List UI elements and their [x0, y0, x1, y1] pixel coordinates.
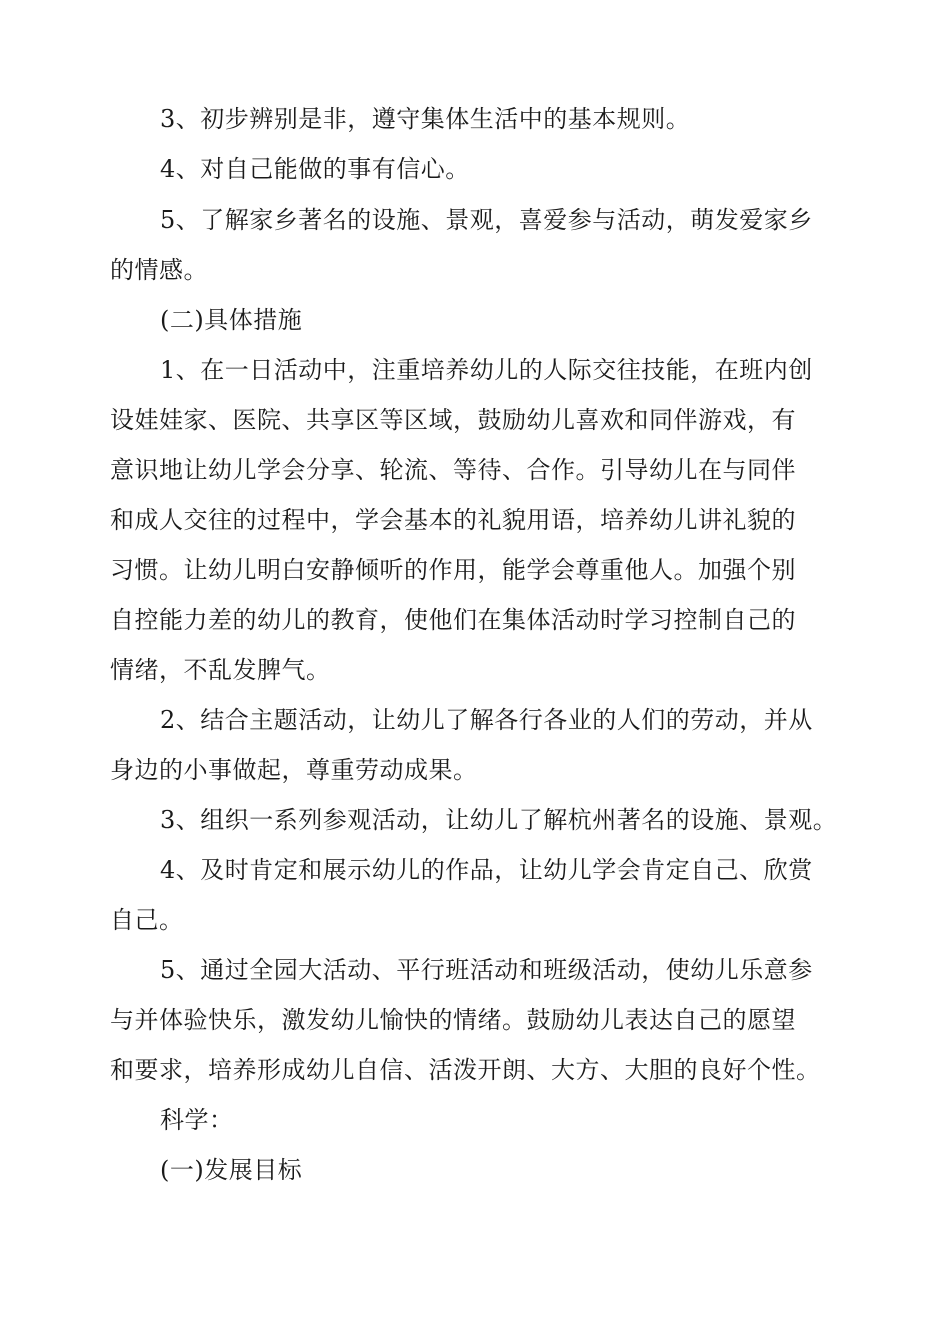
text-line: 2、结合主题活动，让幼儿了解各行各业的人们的劳动，并从 — [160, 706, 813, 734]
text-line: 和成人交往的过程中，学会基本的礼貌用语，培养幼儿讲礼貌的 — [110, 506, 796, 534]
text-line: 3、初步辨别是非，遵守集体生活中的基本规则。 — [160, 105, 691, 133]
section-heading: (一)发展目标 — [160, 1156, 303, 1184]
text-line: 1、在一日活动中，注重培养幼儿的人际交往技能，在班内创 — [160, 356, 813, 384]
text-line: 设娃娃家、医院、共享区等区域，鼓励幼儿喜欢和同伴游戏，有 — [110, 406, 796, 434]
text-line: 自控能力差的幼儿的教育，使他们在集体活动时学习控制自己的 — [110, 606, 796, 634]
text-line: 4、及时肯定和展示幼儿的作品，让幼儿学会肯定自己、欣赏 — [160, 856, 813, 884]
text-line: 和要求，培养形成幼儿自信、活泼开朗、大方、大胆的良好个性。 — [110, 1056, 821, 1084]
text-line: 习惯。让幼儿明白安静倾听的作用，能学会尊重他人。加强个别 — [110, 556, 796, 584]
text-line: 自己。 — [110, 906, 184, 934]
text-line: 5、了解家乡著名的设施、景观，喜爱参与活动，萌发爱家乡 — [160, 206, 813, 234]
section-heading: 科学： — [160, 1106, 234, 1134]
text-line: 身边的小事做起，尊重劳动成果。 — [110, 756, 478, 784]
section-heading: (二)具体措施 — [160, 306, 303, 334]
text-line: 意识地让幼儿学会分享、轮流、等待、合作。引导幼儿在与同伴 — [110, 456, 796, 484]
text-line: 5、通过全园大活动、平行班活动和班级活动，使幼儿乐意参 — [160, 956, 813, 984]
text-line: 3、组织一系列参观活动，让幼儿了解杭州著名的设施、景观。 — [160, 806, 838, 834]
text-line: 4、对自己能做的事有信心。 — [160, 155, 470, 183]
text-line: 与并体验快乐，激发幼儿愉快的情绪。鼓励幼儿表达自己的愿望 — [110, 1006, 796, 1034]
text-line: 情绪，不乱发脾气。 — [110, 656, 331, 684]
text-line: 的情感。 — [110, 256, 208, 284]
